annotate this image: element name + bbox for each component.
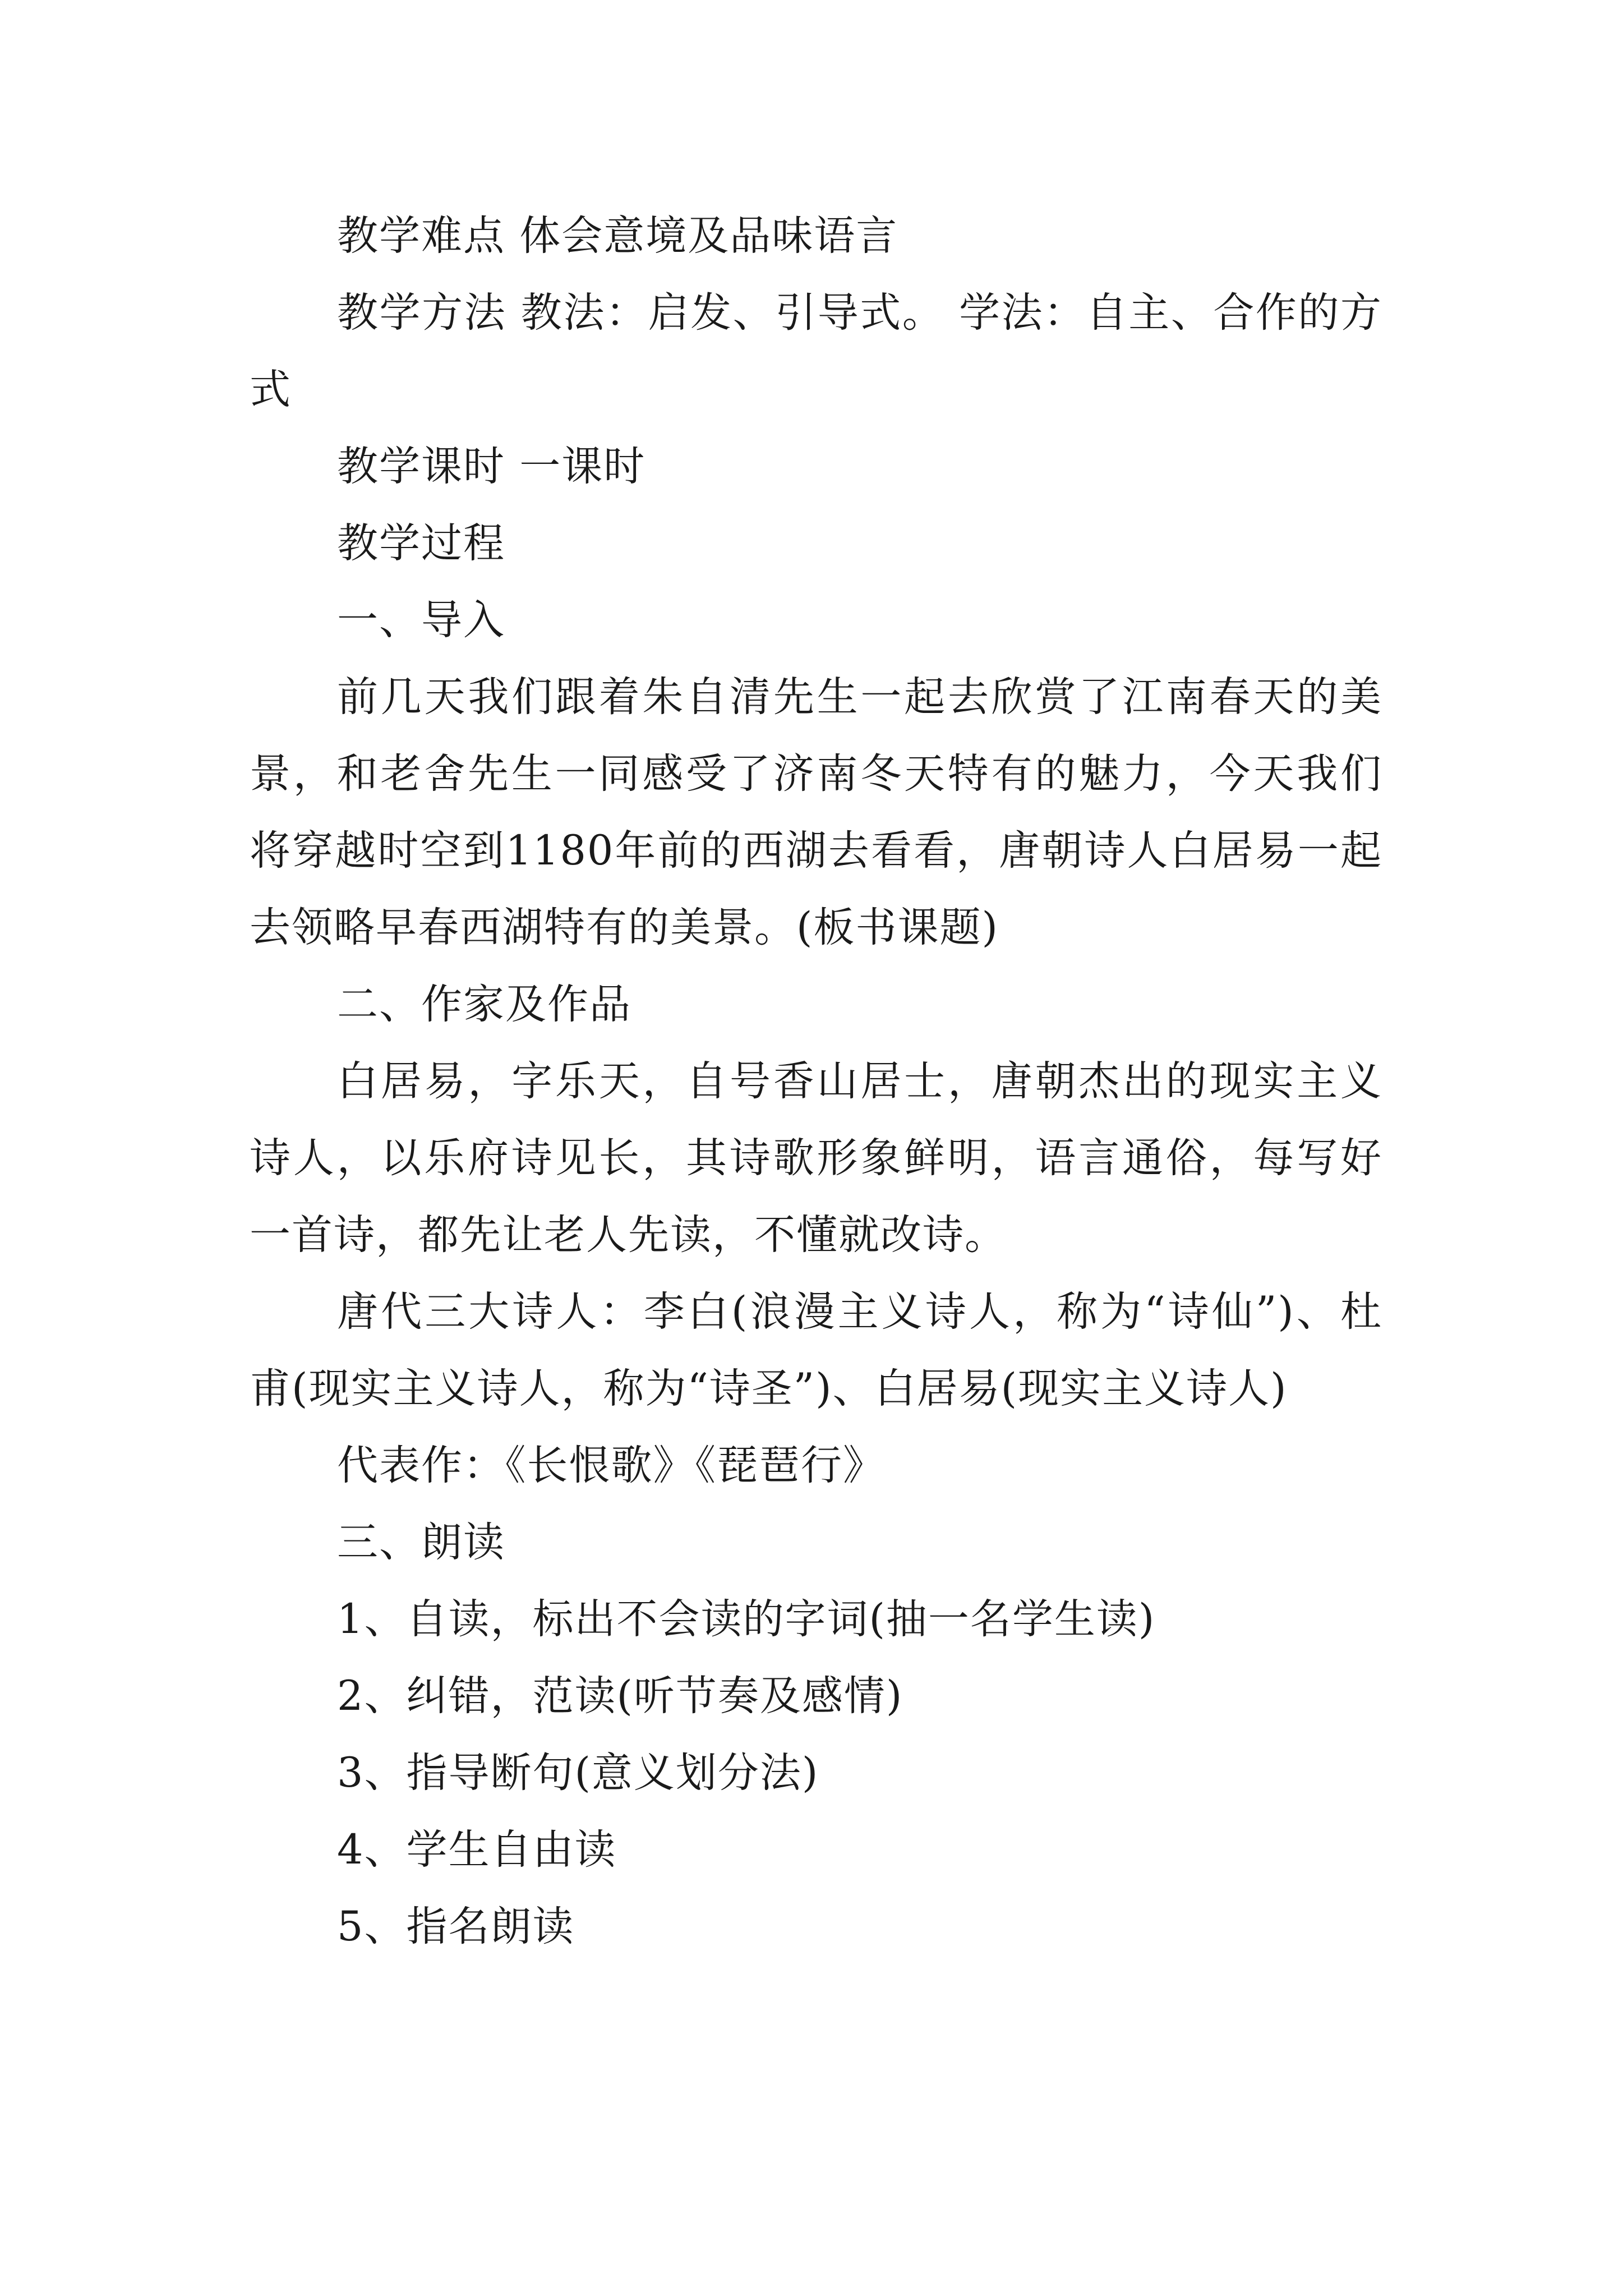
heading-reading: 三、朗读 <box>337 1519 505 1566</box>
paragraph-teaching-process: 教学过程 <box>337 519 505 567</box>
heading-introduction: 一、导入 <box>337 596 505 644</box>
heading-author-works: 二、作家及作品 <box>337 981 631 1028</box>
paragraph-representative-works: 代表作：《长恨歌》《琵琶行》 <box>337 1442 885 1489</box>
paragraph-three-poets: 唐代三大诗人：李白(浪漫主义诗人，称为“诗仙”)、杜甫(现实主义诗人，称为“诗圣”)、白居易(现实主义诗人) <box>250 1288 1382 1412</box>
paragraph-introduction: 前几天我们跟着朱自清先生一起去欣赏了江南春天的美景，和老舍先生一同感受了济南冬天特有的魅力，今天我们将穿越时空到1180年前的西湖去看看，唐朝诗人白居易一起去领略早春西湖特有的美景。(板书课题) <box>250 673 1382 951</box>
list-item-reading-3: 3、指导断句(意义划分法) <box>337 1749 819 1797</box>
paragraph-author-bio: 白居易，字乐天，自号香山居士，唐朝杰出的现实主义诗人，以乐府诗见长，其诗歌形象鲜明，语言通俗，每写好一首诗，都先让老人先读，不懂就改诗。 <box>250 1057 1382 1259</box>
paragraph-class-hours: 教学课时 一课时 <box>337 443 646 490</box>
list-item-reading-4: 4、学生自由读 <box>337 1826 617 1874</box>
paragraph-teaching-difficulty: 教学难点 体会意境及品味语言 <box>337 212 898 260</box>
list-item-reading-1: 1、自读，标出不会读的字词(抽一名学生读) <box>337 1595 1156 1643</box>
document-body <box>250 197 1382 1965</box>
list-item-reading-2: 2、纠错，范读(听节奏及感情) <box>337 1672 903 1720</box>
paragraph-teaching-method: 教学方法 教法：启发、引导式。 学法：自主、合作的方式 <box>250 289 1382 413</box>
list-item-reading-5: 5、指名朗读 <box>337 1903 575 1950</box>
